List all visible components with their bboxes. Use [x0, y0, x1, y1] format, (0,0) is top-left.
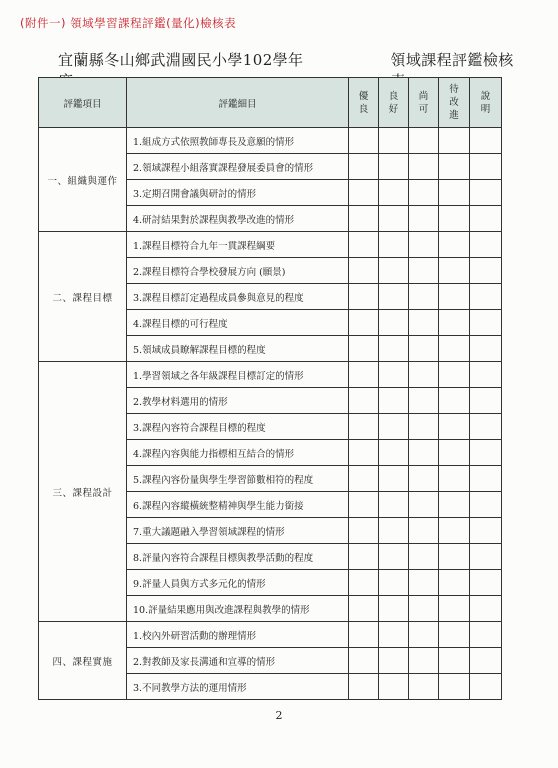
category-name: 二、課程目標 — [39, 232, 127, 362]
header-item: 評鑑項目 — [39, 78, 127, 128]
rating-improve-cell[interactable] — [439, 622, 470, 648]
rating-excellent-cell[interactable] — [349, 128, 379, 154]
rating-good-cell[interactable] — [379, 466, 409, 492]
rating-good-cell[interactable] — [379, 154, 409, 180]
header-row — [39, 78, 502, 128]
header-good: 良 好 — [379, 78, 409, 128]
attachment-label: (附件一) 領域學習課程評鑑(量化)檢核表 — [20, 16, 237, 30]
rating-good-cell[interactable] — [379, 570, 409, 596]
criterion-text: 8.評量內容符合課程目標與教學活動的程度 — [127, 544, 349, 570]
rating-fair-cell[interactable] — [409, 258, 439, 284]
rating-excellent-cell[interactable] — [349, 336, 379, 362]
rating-good-cell[interactable] — [379, 128, 409, 154]
note-cell[interactable] — [470, 674, 502, 700]
rating-good-cell[interactable] — [379, 336, 409, 362]
rating-improve-cell[interactable] — [439, 180, 470, 206]
note-cell[interactable] — [470, 154, 502, 180]
note-cell[interactable] — [470, 648, 502, 674]
note-cell[interactable] — [470, 570, 502, 596]
note-cell[interactable] — [470, 258, 502, 284]
rating-good-cell[interactable] — [379, 544, 409, 570]
criterion-text: 3.不同教學方法的運用情形 — [127, 674, 349, 700]
criterion-text: 3.課程內容符合課程目標的程度 — [127, 414, 349, 440]
rating-excellent-cell[interactable] — [349, 492, 379, 518]
rating-excellent-cell[interactable] — [349, 362, 379, 388]
criterion-text: 2.教學材料選用的情形 — [127, 388, 349, 414]
rating-improve-cell[interactable] — [439, 570, 470, 596]
criterion-text: 2.課程目標符合學校發展方向 (願景) — [127, 258, 349, 284]
rating-excellent-cell[interactable] — [349, 544, 379, 570]
rating-improve-cell[interactable] — [439, 596, 470, 622]
rating-excellent-cell[interactable] — [349, 284, 379, 310]
rating-excellent-cell[interactable] — [349, 154, 379, 180]
rating-fair-cell[interactable] — [409, 206, 439, 232]
rating-good-cell[interactable] — [379, 258, 409, 284]
criterion-text: 9.評量人員與方式多元化的情形 — [127, 570, 349, 596]
criterion-text: 4.課程目標的可行程度 — [127, 310, 349, 336]
rating-fair-cell[interactable] — [409, 596, 439, 622]
rating-fair-cell[interactable] — [409, 570, 439, 596]
table-row — [39, 622, 502, 648]
rating-fair-cell[interactable] — [409, 154, 439, 180]
criterion-text: 1.組成方式依照教師專長及意願的情形 — [127, 128, 349, 154]
rating-fair-cell[interactable] — [409, 388, 439, 414]
rating-good-cell[interactable] — [379, 232, 409, 258]
rating-fair-cell[interactable] — [409, 232, 439, 258]
rating-improve-cell[interactable] — [439, 128, 470, 154]
rating-excellent-cell[interactable] — [349, 570, 379, 596]
rating-good-cell[interactable] — [379, 362, 409, 388]
note-cell[interactable] — [470, 596, 502, 622]
rating-good-cell[interactable] — [379, 388, 409, 414]
rating-good-cell[interactable] — [379, 206, 409, 232]
rating-improve-cell[interactable] — [439, 232, 470, 258]
rating-good-cell[interactable] — [379, 310, 409, 336]
rating-fair-cell[interactable] — [409, 128, 439, 154]
note-cell[interactable] — [470, 388, 502, 414]
rating-fair-cell[interactable] — [409, 674, 439, 700]
note-cell[interactable] — [470, 180, 502, 206]
rating-good-cell[interactable] — [379, 440, 409, 466]
rating-excellent-cell[interactable] — [349, 388, 379, 414]
note-cell[interactable] — [470, 492, 502, 518]
criterion-text: 3.課程目標訂定過程成員參與意見的程度 — [127, 284, 349, 310]
rating-improve-cell[interactable] — [439, 440, 470, 466]
rating-excellent-cell[interactable] — [349, 206, 379, 232]
rating-good-cell[interactable] — [379, 622, 409, 648]
note-cell[interactable] — [470, 232, 502, 258]
title-left: 宜蘭縣冬山鄉武淵國民小學102學年 — [58, 51, 304, 69]
rating-improve-cell[interactable] — [439, 544, 470, 570]
rating-fair-cell[interactable] — [409, 648, 439, 674]
note-cell[interactable] — [470, 544, 502, 570]
rating-good-cell[interactable] — [379, 648, 409, 674]
rating-improve-cell[interactable] — [439, 154, 470, 180]
rating-improve-cell[interactable] — [439, 648, 470, 674]
rating-improve-cell[interactable] — [439, 362, 470, 388]
rating-improve-cell[interactable] — [439, 310, 470, 336]
note-cell[interactable] — [470, 206, 502, 232]
rating-excellent-cell[interactable] — [349, 622, 379, 648]
note-cell[interactable] — [470, 440, 502, 466]
rating-good-cell[interactable] — [379, 492, 409, 518]
note-cell[interactable] — [470, 518, 502, 544]
rating-good-cell[interactable] — [379, 180, 409, 206]
rating-improve-cell[interactable] — [439, 336, 470, 362]
rating-good-cell[interactable] — [379, 414, 409, 440]
rating-good-cell[interactable] — [379, 284, 409, 310]
rating-improve-cell[interactable] — [439, 258, 470, 284]
table-row — [39, 362, 502, 388]
rating-good-cell[interactable] — [379, 596, 409, 622]
note-cell[interactable] — [470, 336, 502, 362]
note-cell[interactable] — [470, 414, 502, 440]
rating-fair-cell[interactable] — [409, 518, 439, 544]
rating-excellent-cell[interactable] — [349, 232, 379, 258]
category-name: 一、組織與運作 — [39, 128, 127, 232]
criterion-text: 1.課程目標符合九年一貫課程綱要 — [127, 232, 349, 258]
note-cell[interactable] — [470, 622, 502, 648]
page-number: 2 — [275, 709, 283, 722]
criterion-text: 4.課程內容與能力指標相互結合的情形 — [127, 440, 349, 466]
rating-fair-cell[interactable] — [409, 284, 439, 310]
rating-improve-cell[interactable] — [439, 492, 470, 518]
note-cell[interactable] — [470, 284, 502, 310]
rating-excellent-cell[interactable] — [349, 310, 379, 336]
rating-fair-cell[interactable] — [409, 440, 439, 466]
criterion-text: 2.領域課程小組落實課程發展委員會的情形 — [127, 154, 349, 180]
header-note: 說 明 — [470, 78, 502, 128]
criterion-text: 5.課程內容份量與學生學習節數相符的程度 — [127, 466, 349, 492]
header-excellent: 優 良 — [349, 78, 379, 128]
rating-excellent-cell[interactable] — [349, 596, 379, 622]
rating-excellent-cell[interactable] — [349, 518, 379, 544]
rating-improve-cell[interactable] — [439, 414, 470, 440]
evaluation-table — [38, 77, 502, 700]
note-cell[interactable] — [470, 362, 502, 388]
rating-improve-cell[interactable] — [439, 206, 470, 232]
rating-improve-cell[interactable] — [439, 284, 470, 310]
rating-fair-cell[interactable] — [409, 622, 439, 648]
rating-excellent-cell[interactable] — [349, 674, 379, 700]
category-name: 四、課程實施 — [39, 622, 127, 700]
rating-fair-cell[interactable] — [409, 466, 439, 492]
rating-improve-cell[interactable] — [439, 466, 470, 492]
header-detail: 評鑑細目 — [127, 78, 349, 128]
rating-fair-cell[interactable] — [409, 414, 439, 440]
table-row — [39, 128, 502, 154]
criterion-text: 6.課程內容縱橫統整精神與學生能力銜接 — [127, 492, 349, 518]
rating-excellent-cell[interactable] — [349, 648, 379, 674]
rating-fair-cell[interactable] — [409, 310, 439, 336]
rating-good-cell[interactable] — [379, 518, 409, 544]
rating-fair-cell[interactable] — [409, 336, 439, 362]
header-needs-improvement: 待 改 進 — [439, 78, 470, 128]
rating-good-cell[interactable] — [379, 674, 409, 700]
rating-improve-cell[interactable] — [439, 518, 470, 544]
rating-improve-cell[interactable] — [439, 388, 470, 414]
rating-excellent-cell[interactable] — [349, 180, 379, 206]
rating-fair-cell[interactable] — [409, 492, 439, 518]
rating-fair-cell[interactable] — [409, 180, 439, 206]
rating-excellent-cell[interactable] — [349, 414, 379, 440]
note-cell[interactable] — [470, 310, 502, 336]
rating-improve-cell[interactable] — [439, 674, 470, 700]
criterion-text: 3.定期召開會議與研討的情形 — [127, 180, 349, 206]
table-body — [39, 128, 502, 700]
criterion-text: 2.對教師及家長溝通和宣導的情形 — [127, 648, 349, 674]
category-name: 三、課程設計 — [39, 362, 127, 622]
criterion-text: 10.評量結果應用與改進課程與教學的情形 — [127, 596, 349, 622]
rating-fair-cell[interactable] — [409, 544, 439, 570]
title-right: 領域課程評鑑檢核 — [390, 51, 514, 69]
criterion-text: 4.研討結果對於課程與教學改進的情形 — [127, 206, 349, 232]
criterion-text: 5.領域成員瞭解課程目標的程度 — [127, 336, 349, 362]
note-cell[interactable] — [470, 128, 502, 154]
rating-excellent-cell[interactable] — [349, 466, 379, 492]
criterion-text: 1.校內外研習活動的辦理情形 — [127, 622, 349, 648]
header-fair: 尚 可 — [409, 78, 439, 128]
note-cell[interactable] — [470, 466, 502, 492]
rating-fair-cell[interactable] — [409, 362, 439, 388]
rating-excellent-cell[interactable] — [349, 440, 379, 466]
criterion-text: 7.重大議題融入學習領域課程的情形 — [127, 518, 349, 544]
criterion-text: 1.學習領域之各年級課程目標訂定的情形 — [127, 362, 349, 388]
table-row — [39, 232, 502, 258]
rating-excellent-cell[interactable] — [349, 258, 379, 284]
